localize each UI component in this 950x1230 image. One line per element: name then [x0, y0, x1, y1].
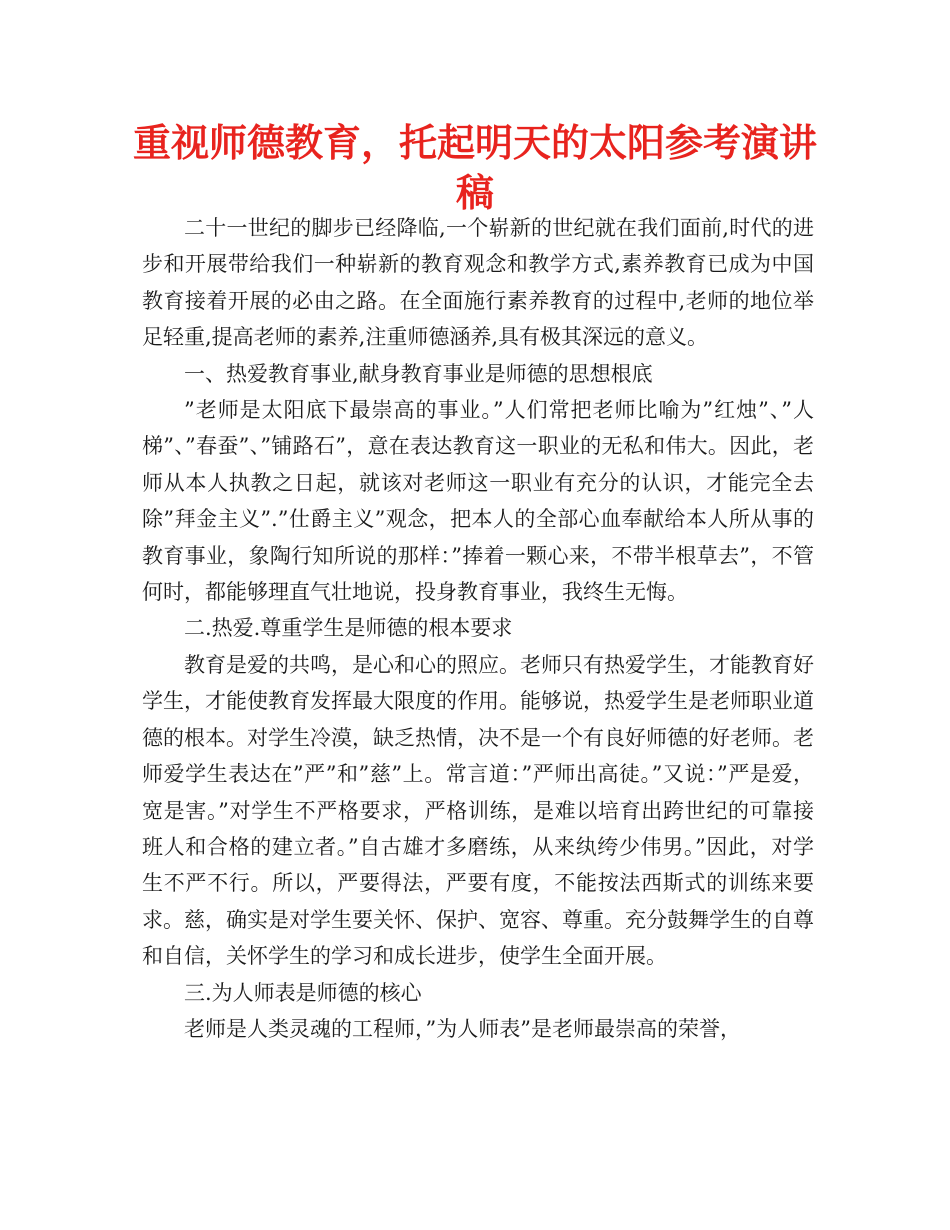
section-heading-3: 三.为人师表是师德的核心 [184, 980, 422, 1005]
section-2-paragraph: 教育是爱的共鸣，是心和心的照应。老师只有热爱学生，才能教育好学生，才能使教育发挥最大限度的作用。能够说，热爱学生是老师职业道德的根本。对学生冷漠，缺乏热情，决不是一个有良好师德的好老师。老师爱学生表达在”严”和”慈”上。常言道：”严师出高徒。”又说：”严是爱，宽是害。”对学生不严格要求，严格训练，是难以培育出跨世纪的可靠接班人和合格的建立者。”自古雄才多磨练，从来纨绔少伟男。”因此，对学生不严不行。所以，严要得法，严要有度，不能按法西斯式的训练来要求。慈，确实是对学生要关怀、保护、宽容、尊重。充分鼓舞学生的自尊和自信，关怀学生的学习和成长进步，使学生全面开展。 [142, 652, 814, 969]
section-1-paragraph: ”老师是太阳底下最崇高的事业。”人们常把老师比喻为”红烛”、”人梯”、”春蚕”、”铺路石”，意在表达教育这一职业的无私和伟大。因此，老师从本人执教之日起，就该对老师这一职业有充分的认识，才能完全去除”拜金主义”.”仕爵主义”观念，把本人的全部心血奉献给本人所从事的教育事业，象陶行知所说的那样：”捧着一颗心来，不带半根草去”，不管何时，都能够理直气壮地说，投身教育事业，我终生无悔。 [142, 398, 814, 605]
document-title: 重视师德教育，托起明天的太阳参考演讲稿 [132, 121, 817, 215]
section-heading-2: 二.热爱.尊重学生是师德的根本要求 [184, 616, 513, 641]
document-body [142, 210, 814, 1047]
intro-paragraph: 二十一世纪的脚步已经降临,一个崭新的世纪就在我们面前,时代的进步和开展带给我们一种崭新的教育观念和教学方式,素养教育已成为中国教育接着开展的必由之路。在全面施行素养教育的过程中,老师的地位举足轻重,提高老师的素养,注重师德涵养,具有极其深远的意义。 [142, 216, 814, 350]
section-heading-1: 一、热爱教育事业,献身教育事业是师德的思想根底 [184, 361, 653, 386]
section-3-paragraph: 老师是人类灵魂的工程师，”为人师表”是老师最崇高的荣誉， [184, 1016, 741, 1041]
